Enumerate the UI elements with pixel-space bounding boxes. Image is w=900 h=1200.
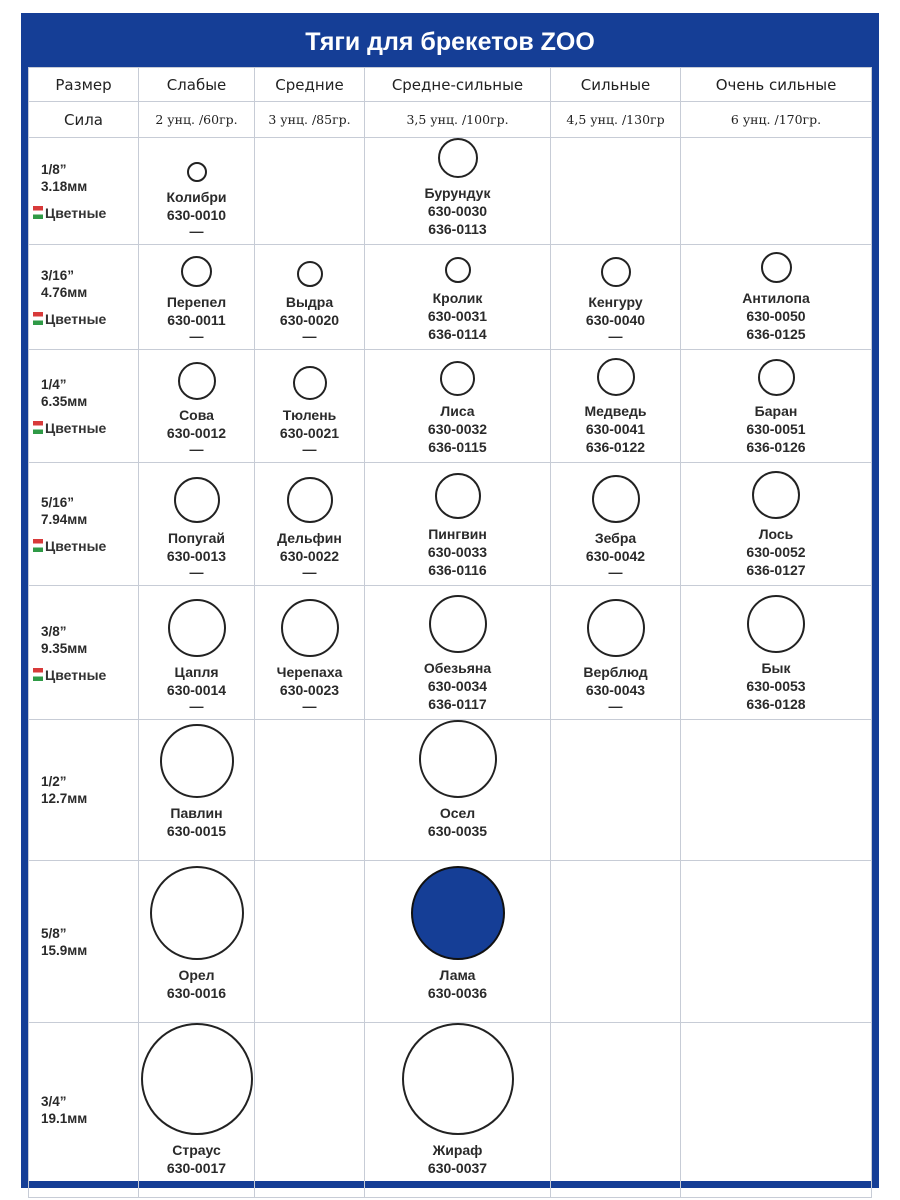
elastic-item bbox=[551, 350, 680, 462]
header-cell-5: Очень сильные bbox=[681, 68, 872, 102]
elastic-name: Пингвин bbox=[428, 526, 487, 542]
elastic-code: 630-0050 bbox=[746, 308, 806, 324]
elastic-cell bbox=[551, 861, 681, 1023]
table-row bbox=[29, 245, 872, 350]
elastic-colored-code: — bbox=[189, 223, 204, 239]
elastic-name: Зебра bbox=[594, 530, 637, 546]
table-row bbox=[29, 586, 872, 720]
colored-label bbox=[33, 311, 130, 327]
elastic-name: Цапля bbox=[174, 664, 219, 680]
elastic-item bbox=[365, 138, 550, 244]
elastic-ring-icon bbox=[601, 257, 631, 287]
elastic-cell bbox=[255, 861, 365, 1023]
elastic-ring-icon bbox=[150, 866, 244, 960]
elastic-item bbox=[139, 861, 254, 1022]
elastic-item bbox=[139, 1023, 254, 1197]
colored-label bbox=[33, 538, 130, 554]
elastic-name: Страус bbox=[172, 1142, 221, 1158]
elastic-ring-icon bbox=[181, 256, 212, 287]
elastic-name: Попугай bbox=[167, 530, 226, 546]
size-inch: 1/4” bbox=[41, 377, 67, 392]
elastic-cell bbox=[365, 861, 551, 1023]
elastic-ring-icon bbox=[761, 252, 792, 283]
elastic-name: Кролик bbox=[432, 290, 483, 306]
elastic-code: 630-0040 bbox=[585, 312, 646, 328]
elastic-code: 630-0043 bbox=[585, 682, 646, 698]
flag-icon bbox=[33, 312, 43, 325]
elastic-name: Осел bbox=[439, 805, 476, 821]
elastic-code: 630-0023 bbox=[279, 682, 340, 698]
force-cell-4: 6 унц. /170гр. bbox=[681, 102, 872, 138]
elastic-code: 630-0021 bbox=[279, 425, 340, 441]
elastic-name: Обезьяна bbox=[423, 660, 492, 676]
elastic-colored-code: — bbox=[302, 328, 317, 344]
elastic-name: Лама bbox=[439, 967, 476, 983]
size-cell bbox=[29, 586, 139, 720]
elastic-item bbox=[255, 586, 364, 719]
elastic-ring-icon bbox=[435, 473, 481, 519]
table-row bbox=[29, 138, 872, 245]
elastic-name: Бурундук bbox=[424, 185, 491, 201]
elastic-cell bbox=[255, 463, 365, 586]
elastic-ring-icon bbox=[402, 1023, 514, 1135]
elastic-code: 630-0032 bbox=[427, 421, 488, 437]
elastic-name: Жираф bbox=[432, 1142, 483, 1158]
elastic-cell bbox=[681, 138, 872, 245]
table-frame bbox=[21, 13, 879, 1188]
colored-text: Цветные bbox=[45, 666, 107, 683]
elastic-cell bbox=[255, 138, 365, 245]
elastic-cell bbox=[255, 350, 365, 463]
flag-icon bbox=[33, 539, 43, 552]
elastic-code: 630-0010 bbox=[166, 207, 227, 223]
elastic-item bbox=[365, 463, 550, 585]
elastic-colored-code: 636-0114 bbox=[428, 326, 487, 342]
elastic-name: Дельфин bbox=[277, 530, 342, 546]
flag-icon bbox=[33, 668, 43, 681]
header-cell-4: Сильные bbox=[551, 68, 681, 102]
elastic-ring-icon bbox=[592, 475, 640, 523]
size-cell bbox=[29, 138, 139, 245]
size-inch: 3/16” bbox=[41, 268, 75, 283]
elastic-cell bbox=[365, 463, 551, 586]
elastic-cell bbox=[255, 720, 365, 861]
elastic-colored-code: — bbox=[302, 441, 317, 457]
elastic-colored-code: — bbox=[608, 328, 623, 344]
elastic-code: 630-0036 bbox=[427, 985, 488, 1001]
elastic-name: Лось bbox=[758, 526, 794, 542]
elastic-cell bbox=[551, 463, 681, 586]
elastic-ring-icon bbox=[440, 361, 475, 396]
elastic-ring-icon bbox=[141, 1023, 253, 1135]
elastic-item bbox=[255, 350, 364, 462]
colored-text: Цветные bbox=[45, 538, 107, 554]
size-mm: 12.7мм bbox=[41, 791, 88, 806]
elastic-ring-icon bbox=[293, 366, 327, 400]
elastic-colored-code: — bbox=[189, 698, 204, 714]
colored-text: Цветные bbox=[45, 420, 107, 436]
elastic-code: 630-0052 bbox=[746, 544, 806, 560]
elastic-code: 630-0035 bbox=[427, 823, 488, 839]
elastic-ring-icon bbox=[747, 595, 805, 653]
elastic-code: 630-0041 bbox=[585, 421, 646, 437]
elastic-item bbox=[139, 586, 254, 719]
elastic-colored-code: 636-0122 bbox=[585, 439, 646, 455]
colored-label bbox=[33, 205, 130, 221]
flag-icon bbox=[33, 421, 43, 434]
elastic-code: 630-0034 bbox=[427, 678, 488, 694]
elastic-cell bbox=[139, 586, 255, 720]
colored-text: Цветные bbox=[45, 205, 107, 221]
elastic-colored-code: 636-0117 bbox=[428, 696, 487, 712]
elastic-ring-icon bbox=[168, 599, 226, 657]
elastic-ring-icon bbox=[445, 257, 471, 283]
elastic-item bbox=[365, 1023, 550, 1197]
elastic-cell bbox=[681, 861, 872, 1023]
elastic-item bbox=[365, 720, 550, 860]
elastic-name: Орел bbox=[178, 967, 215, 983]
elastic-cell bbox=[551, 245, 681, 350]
elastic-cell bbox=[551, 350, 681, 463]
elastic-ring-icon bbox=[752, 471, 800, 519]
elastic-cell bbox=[365, 350, 551, 463]
elastic-item bbox=[681, 463, 871, 585]
elastic-code: 630-0016 bbox=[166, 985, 227, 1001]
elastic-cell bbox=[681, 1023, 872, 1198]
elastic-code: 630-0014 bbox=[166, 682, 227, 698]
elastic-item bbox=[139, 138, 254, 244]
elastic-name: Тюлень bbox=[282, 407, 337, 423]
elastic-ring-icon bbox=[411, 866, 505, 960]
elastic-ring-icon bbox=[281, 599, 339, 657]
elastic-cell bbox=[681, 350, 872, 463]
elastic-code: 630-0053 bbox=[746, 678, 806, 694]
elastic-colored-code: 636-0115 bbox=[428, 439, 487, 455]
elastic-item bbox=[139, 463, 254, 585]
header-cell-1: Слабые bbox=[139, 68, 255, 102]
force-label: Сила bbox=[29, 102, 139, 138]
elastic-ring-icon bbox=[174, 477, 220, 523]
force-row bbox=[29, 102, 872, 138]
elastic-item bbox=[681, 350, 871, 462]
header-cell-3: Средне-сильные bbox=[365, 68, 551, 102]
elastics-table-container bbox=[28, 67, 871, 1181]
elastic-cell bbox=[551, 720, 681, 861]
page-title: Тяги для брекетов ZOO bbox=[305, 28, 595, 56]
elastic-cell bbox=[681, 586, 872, 720]
elastic-cell bbox=[681, 245, 872, 350]
elastic-item bbox=[255, 245, 364, 349]
elastic-item bbox=[139, 720, 254, 860]
elastic-item bbox=[365, 350, 550, 462]
size-mm: 9.35мм bbox=[41, 640, 88, 656]
elastic-item bbox=[365, 245, 550, 349]
elastic-name: Кенгуру bbox=[588, 294, 643, 310]
elastic-ring-icon bbox=[438, 138, 478, 178]
size-inch: 3/4” bbox=[41, 1094, 67, 1109]
size-mm: 19.1мм bbox=[41, 1111, 88, 1126]
elastic-name: Перепел bbox=[166, 294, 227, 310]
elastic-name: Антилопа bbox=[742, 290, 810, 306]
size-inch: 3/8” bbox=[41, 623, 67, 639]
elastic-name: Выдра bbox=[285, 294, 334, 310]
elastic-ring-icon bbox=[178, 362, 216, 400]
elastic-colored-code: 636-0125 bbox=[746, 326, 806, 342]
elastic-code: 630-0011 bbox=[167, 312, 226, 328]
colored-label bbox=[33, 667, 130, 683]
flag-icon bbox=[33, 206, 43, 219]
elastic-cell bbox=[365, 245, 551, 350]
elastic-name: Баран bbox=[754, 403, 798, 419]
elastic-ring-icon bbox=[187, 162, 207, 182]
elastic-item bbox=[551, 586, 680, 719]
size-inch: 5/8” bbox=[41, 925, 67, 941]
header-row bbox=[29, 68, 872, 102]
force-cell-2: 3,5 унц. /100гр. bbox=[365, 102, 551, 138]
size-cell bbox=[29, 861, 139, 1023]
elastic-cell bbox=[139, 463, 255, 586]
elastic-code: 630-0037 bbox=[427, 1160, 488, 1176]
elastic-name: Павлин bbox=[170, 805, 223, 821]
elastic-cell bbox=[139, 1023, 255, 1198]
elastic-cell bbox=[681, 720, 872, 861]
elastic-name: Колибри bbox=[166, 189, 227, 205]
elastic-colored-code: 636-0127 bbox=[746, 562, 806, 578]
elastic-name: Сова bbox=[179, 407, 214, 423]
elastic-ring-icon bbox=[429, 595, 487, 653]
header-cell-0: Размер bbox=[29, 68, 139, 102]
elastic-code: 630-0051 bbox=[746, 421, 806, 437]
size-mm: 15.9мм bbox=[41, 942, 88, 958]
elastic-code: 630-0017 bbox=[166, 1160, 227, 1176]
size-inch: 5/16” bbox=[41, 495, 75, 510]
elastic-name: Верблюд bbox=[583, 664, 648, 680]
elastic-colored-code: — bbox=[189, 328, 204, 344]
elastic-code: 630-0015 bbox=[166, 823, 227, 839]
elastics-table bbox=[28, 67, 872, 1198]
colored-label bbox=[33, 420, 130, 436]
elastic-ring-icon bbox=[419, 720, 497, 798]
elastic-code: 630-0042 bbox=[585, 548, 646, 564]
table-row bbox=[29, 350, 872, 463]
elastic-colored-code: 636-0113 bbox=[428, 221, 487, 237]
elastic-item bbox=[139, 245, 254, 349]
elastic-cell bbox=[365, 1023, 551, 1198]
elastic-item bbox=[681, 586, 871, 719]
elastic-item bbox=[255, 463, 364, 585]
elastic-colored-code: 636-0116 bbox=[428, 562, 487, 578]
elastic-code: 630-0030 bbox=[427, 203, 488, 219]
size-cell bbox=[29, 720, 139, 861]
elastic-ring-icon bbox=[287, 477, 333, 523]
elastic-code: 630-0031 bbox=[427, 308, 488, 324]
elastic-ring-icon bbox=[587, 599, 645, 657]
elastic-colored-code: — bbox=[302, 698, 317, 714]
elastic-item bbox=[551, 463, 680, 585]
elastic-name: Лиса bbox=[440, 403, 475, 419]
force-cell-0: 2 унц. /60гр. bbox=[139, 102, 255, 138]
elastic-cell bbox=[255, 245, 365, 350]
table-row bbox=[29, 720, 872, 861]
elastic-cell bbox=[139, 245, 255, 350]
elastic-colored-code: — bbox=[302, 564, 317, 580]
size-mm: 3.18мм bbox=[41, 179, 88, 194]
size-inch: 1/2” bbox=[41, 774, 67, 789]
size-mm: 4.76мм bbox=[41, 285, 88, 300]
size-cell bbox=[29, 1023, 139, 1198]
elastic-name: Черепаха bbox=[276, 664, 343, 680]
elastic-item bbox=[365, 861, 550, 1022]
elastic-cell bbox=[139, 720, 255, 861]
table-row bbox=[29, 1023, 872, 1198]
elastic-colored-code: — bbox=[608, 564, 623, 580]
elastic-code: 630-0013 bbox=[166, 548, 227, 564]
size-cell bbox=[29, 463, 139, 586]
elastic-ring-icon bbox=[597, 358, 635, 396]
header-cell-2: Средние bbox=[255, 68, 365, 102]
elastic-cell bbox=[139, 350, 255, 463]
elastic-code: 630-0020 bbox=[279, 312, 340, 328]
elastic-cell bbox=[681, 463, 872, 586]
elastic-code: 630-0012 bbox=[166, 425, 227, 441]
elastic-cell bbox=[551, 138, 681, 245]
elastic-cell bbox=[551, 1023, 681, 1198]
elastic-name: Медведь bbox=[584, 403, 647, 419]
elastic-cell bbox=[365, 138, 551, 245]
elastic-item bbox=[681, 245, 871, 349]
colored-text: Цветные bbox=[45, 311, 107, 327]
elastic-colored-code: 636-0126 bbox=[746, 439, 806, 455]
size-mm: 6.35мм bbox=[41, 394, 88, 409]
elastic-colored-code: 636-0128 bbox=[746, 696, 806, 712]
size-mm: 7.94мм bbox=[41, 512, 88, 527]
elastic-code: 630-0033 bbox=[427, 544, 488, 560]
elastic-cell bbox=[365, 586, 551, 720]
elastic-colored-code: — bbox=[608, 698, 623, 714]
elastic-code: 630-0022 bbox=[279, 548, 340, 564]
elastic-item bbox=[365, 586, 550, 719]
size-cell bbox=[29, 350, 139, 463]
elastic-cell bbox=[139, 138, 255, 245]
size-cell bbox=[29, 245, 139, 350]
elastic-cell bbox=[139, 861, 255, 1023]
elastic-ring-icon bbox=[758, 359, 795, 396]
elastic-ring-icon bbox=[160, 724, 234, 798]
elastic-name: Бык bbox=[761, 660, 791, 676]
force-cell-1: 3 унц. /85гр. bbox=[255, 102, 365, 138]
elastic-ring-icon bbox=[297, 261, 323, 287]
elastic-cell bbox=[365, 720, 551, 861]
elastic-item bbox=[551, 245, 680, 349]
table-row bbox=[29, 463, 872, 586]
force-cell-3: 4,5 унц. /130гр bbox=[551, 102, 681, 138]
elastic-cell bbox=[551, 586, 681, 720]
elastic-colored-code: — bbox=[189, 441, 204, 457]
elastic-item bbox=[139, 350, 254, 462]
table-row bbox=[29, 861, 872, 1023]
size-inch: 1/8” bbox=[41, 162, 67, 177]
elastic-colored-code: — bbox=[189, 564, 204, 580]
elastic-cell bbox=[255, 586, 365, 720]
elastic-cell bbox=[255, 1023, 365, 1198]
